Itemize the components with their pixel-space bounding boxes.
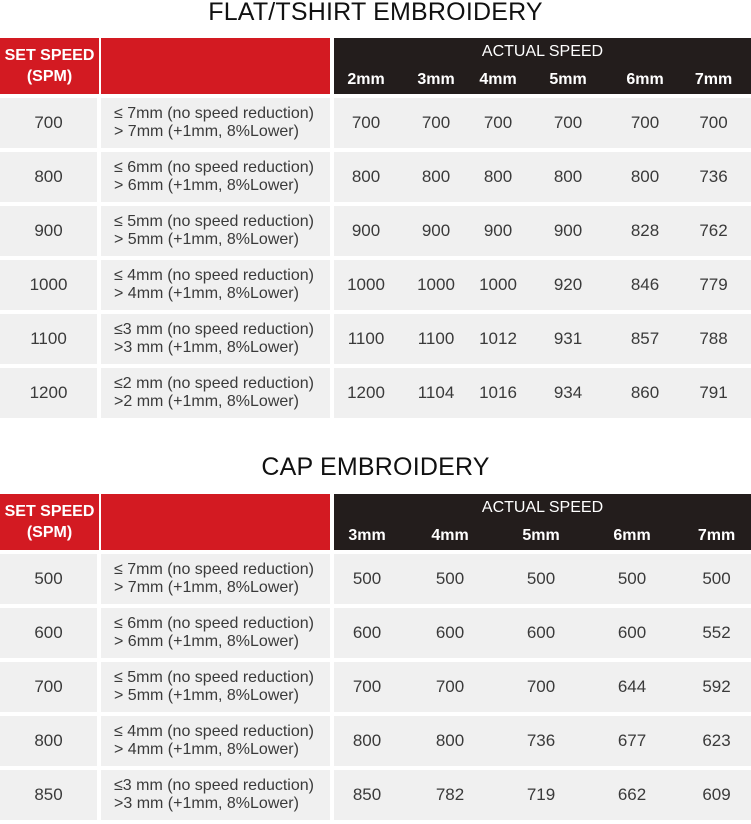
actual-speed-value: 600 (500, 608, 582, 662)
rule-line-no-reduction: ≤3 mm (no speed reduction) (114, 321, 314, 338)
actual-speed-value: 1100 (334, 314, 398, 368)
table-row (0, 662, 751, 716)
actual-speed-value: 1012 (474, 314, 522, 368)
table-row (0, 314, 751, 368)
actual-speed-value: 500 (400, 554, 500, 608)
rule-line-reduction: >3 mm (+1mm, 8%Lower) (114, 795, 299, 812)
actual-speed-value: 500 (682, 554, 751, 608)
actual-speed-value: 934 (522, 368, 614, 422)
flat-embroidery-title: FLAT/TSHIRT EMBROIDERY (208, 0, 543, 26)
actual-speed-value: 500 (582, 554, 682, 608)
actual-speed-value: 600 (400, 608, 500, 662)
set-speed-value: 1100 (0, 314, 101, 368)
description-header (101, 38, 334, 94)
actual-speed-value: 782 (400, 770, 500, 824)
actual-speed-value: 609 (682, 770, 751, 824)
actual-speed-value: 800 (400, 716, 500, 770)
speed-rule-description (101, 98, 334, 152)
set-speed-value: 1000 (0, 260, 101, 314)
rule-line-no-reduction: ≤ 7mm (no speed reduction) (114, 105, 314, 122)
rule-line-reduction: > 6mm (+1mm, 8%Lower) (114, 633, 299, 650)
rule-line-reduction: > 7mm (+1mm, 8%Lower) (114, 579, 299, 596)
actual-speed-value: 677 (582, 716, 682, 770)
set-speed-value: 500 (0, 554, 101, 608)
actual-speed-value: 850 (334, 770, 400, 824)
set-speed-header: SET SPEED (SPM) (0, 38, 101, 94)
speed-rule-description (101, 260, 334, 314)
actual-speed-value: 500 (500, 554, 582, 608)
rule-line-no-reduction: ≤ 7mm (no speed reduction) (114, 561, 314, 578)
actual-speed-value: 1100 (398, 314, 474, 368)
actual-speed-value: 800 (474, 152, 522, 206)
actual-speed-value: 600 (582, 608, 682, 662)
actual-speed-value: 736 (676, 152, 751, 206)
cap-embroidery-title: CAP EMBROIDERY (261, 453, 490, 481)
rule-line-no-reduction: ≤ 5mm (no speed reduction) (114, 213, 314, 230)
rule-line-reduction: > 6mm (+1mm, 8%Lower) (114, 177, 299, 194)
flat-speed-table (0, 38, 751, 422)
actual-speed-value: 800 (614, 152, 676, 206)
actual-speed-value: 700 (500, 662, 582, 716)
actual-speed-value: 857 (614, 314, 676, 368)
actual-speed-value: 860 (614, 368, 676, 422)
speed-rule-description (101, 770, 334, 824)
actual-speed-value: 800 (334, 716, 400, 770)
actual-speed-value: 592 (682, 662, 751, 716)
actual-speed-value: 600 (334, 608, 400, 662)
column-header-5mm: 5mm (500, 522, 582, 550)
rule-line-reduction: > 4mm (+1mm, 8%Lower) (114, 285, 299, 302)
speed-rule-description (101, 206, 334, 260)
table-row (0, 152, 751, 206)
set-speed-value: 700 (0, 662, 101, 716)
actual-speed-value: 644 (582, 662, 682, 716)
actual-speed-value: 900 (474, 206, 522, 260)
column-header-6mm: 6mm (582, 522, 682, 550)
actual-speed-value: 779 (676, 260, 751, 314)
set-speed-value: 800 (0, 152, 101, 206)
actual-speed-value: 736 (500, 716, 582, 770)
actual-speed-value: 662 (582, 770, 682, 824)
actual-speed-value: 900 (398, 206, 474, 260)
column-header-3mm: 3mm (334, 522, 400, 550)
actual-speed-value: 1200 (334, 368, 398, 422)
actual-speed-value: 900 (522, 206, 614, 260)
set-speed-value: 800 (0, 716, 101, 770)
rule-line-no-reduction: ≤ 4mm (no speed reduction) (114, 723, 314, 740)
column-header-7mm: 7mm (676, 66, 751, 94)
set-speed-value: 1200 (0, 368, 101, 422)
column-header-6mm: 6mm (614, 66, 676, 94)
actual-speed-value: 788 (676, 314, 751, 368)
table-row (0, 608, 751, 662)
actual-speed-value: 700 (614, 98, 676, 152)
actual-speed-value: 700 (676, 98, 751, 152)
rule-line-reduction: >3 mm (+1mm, 8%Lower) (114, 339, 299, 356)
column-header-2mm: 2mm (334, 66, 398, 94)
column-header-7mm: 7mm (682, 522, 751, 550)
speed-rule-description (101, 554, 334, 608)
actual-speed-value: 700 (400, 662, 500, 716)
column-header-4mm: 4mm (400, 522, 500, 550)
table-row (0, 98, 751, 152)
rule-line-no-reduction: ≤2 mm (no speed reduction) (114, 375, 314, 392)
rule-line-reduction: > 4mm (+1mm, 8%Lower) (114, 741, 299, 758)
actual-speed-value: 846 (614, 260, 676, 314)
actual-speed-value: 700 (474, 98, 522, 152)
actual-speed-value: 1000 (334, 260, 398, 314)
table-row (0, 716, 751, 770)
rule-line-no-reduction: ≤ 5mm (no speed reduction) (114, 669, 314, 686)
speed-rule-description (101, 152, 334, 206)
actual-speed-value: 920 (522, 260, 614, 314)
table-row (0, 554, 751, 608)
speed-rule-description (101, 608, 334, 662)
rule-line-reduction: > 7mm (+1mm, 8%Lower) (114, 123, 299, 140)
column-header-4mm: 4mm (474, 66, 522, 94)
actual-speed-value: 500 (334, 554, 400, 608)
rule-line-reduction: >2 mm (+1mm, 8%Lower) (114, 393, 299, 410)
actual-speed-value: 719 (500, 770, 582, 824)
actual-speed-value: 800 (398, 152, 474, 206)
speed-rule-description (101, 314, 334, 368)
actual-speed-value: 762 (676, 206, 751, 260)
actual-speed-value: 1016 (474, 368, 522, 422)
actual-speed-value: 800 (522, 152, 614, 206)
set-speed-value: 600 (0, 608, 101, 662)
set-speed-value: 900 (0, 206, 101, 260)
table-row (0, 260, 751, 314)
actual-speed-value: 1000 (474, 260, 522, 314)
actual-speed-value: 791 (676, 368, 751, 422)
actual-speed-header: ACTUAL SPEED (334, 38, 751, 66)
actual-speed-value: 700 (334, 98, 398, 152)
speed-rule-description (101, 716, 334, 770)
actual-speed-header: ACTUAL SPEED (334, 494, 751, 522)
actual-speed-value: 900 (334, 206, 398, 260)
description-header (101, 494, 334, 550)
actual-speed-value: 552 (682, 608, 751, 662)
table-row (0, 206, 751, 260)
set-speed-header: SET SPEED (SPM) (0, 494, 101, 550)
rule-line-no-reduction: ≤3 mm (no speed reduction) (114, 777, 314, 794)
rule-line-reduction: > 5mm (+1mm, 8%Lower) (114, 687, 299, 704)
actual-speed-value: 1104 (398, 368, 474, 422)
actual-speed-value: 931 (522, 314, 614, 368)
actual-speed-value: 623 (682, 716, 751, 770)
cap-speed-table (0, 494, 751, 824)
set-speed-value: 850 (0, 770, 101, 824)
rule-line-reduction: > 5mm (+1mm, 8%Lower) (114, 231, 299, 248)
actual-speed-value: 828 (614, 206, 676, 260)
actual-speed-value: 700 (522, 98, 614, 152)
table-row (0, 368, 751, 422)
rule-line-no-reduction: ≤ 6mm (no speed reduction) (114, 615, 314, 632)
rule-line-no-reduction: ≤ 4mm (no speed reduction) (114, 267, 314, 284)
speed-rule-description (101, 662, 334, 716)
rule-line-no-reduction: ≤ 6mm (no speed reduction) (114, 159, 314, 176)
column-header-3mm: 3mm (398, 66, 474, 94)
actual-speed-value: 700 (334, 662, 400, 716)
actual-speed-value: 700 (398, 98, 474, 152)
actual-speed-value: 800 (334, 152, 398, 206)
actual-speed-value: 1000 (398, 260, 474, 314)
table-row (0, 770, 751, 824)
speed-rule-description (101, 368, 334, 422)
set-speed-value: 700 (0, 98, 101, 152)
column-header-5mm: 5mm (522, 66, 614, 94)
